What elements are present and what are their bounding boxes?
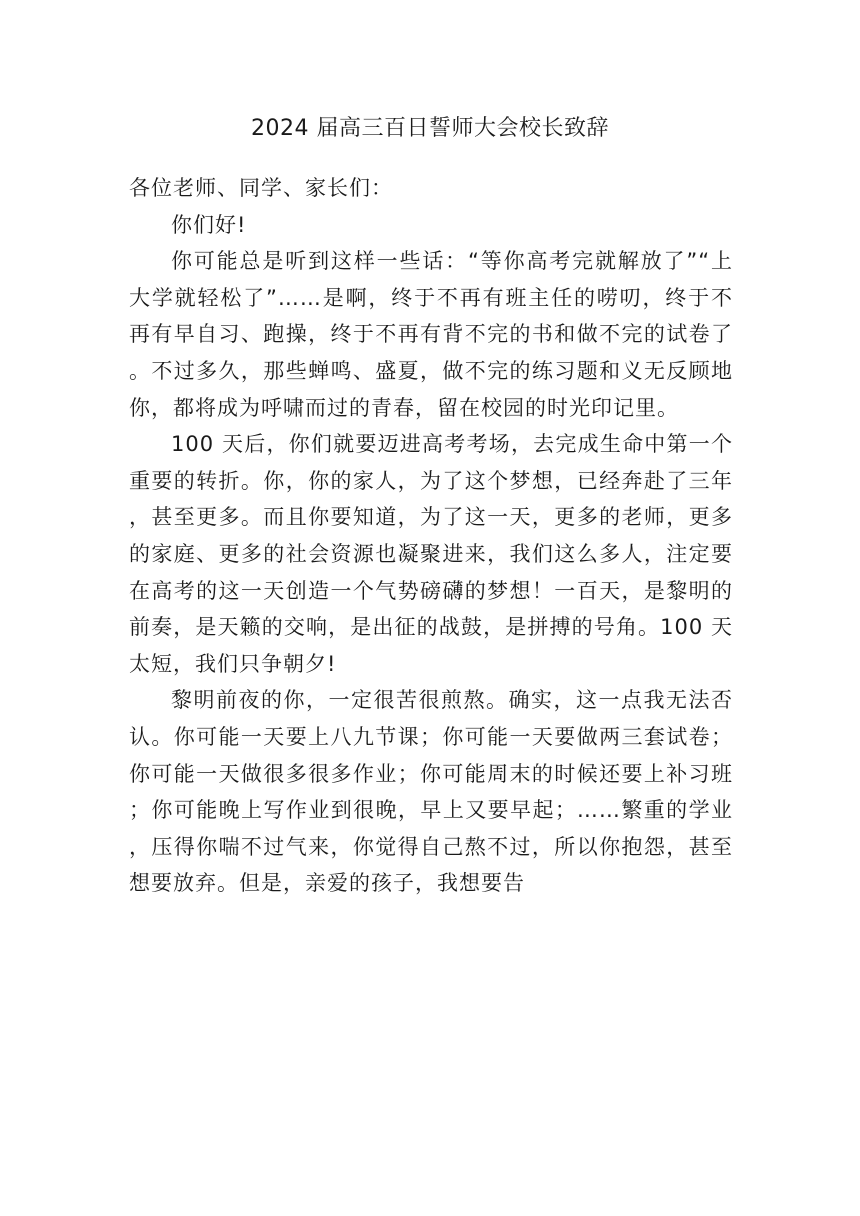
document-title: 2024 届高三百日誓师大会校长致辞 bbox=[251, 116, 609, 141]
document-body bbox=[129, 170, 733, 902]
paragraph-3: 黎明前夜的你，一定很苦很煎熬。确实，这一点我无法否认。你可能一天要上八九节课；你可能一天要做两三套试卷；你可能一天做很多很多作业；你可能周末的时候还要上补习班；你可能晚上写作业到很晚，早上又要早起；……繁重的学业，压得你喘不过气来，你觉得自己熬不过，所以你抱怨，甚至想要放弃。但是，亲爱的孩子，我想要告 bbox=[129, 688, 733, 896]
paragraph-greeting: 你们好! bbox=[171, 212, 247, 237]
paragraph-2: 100 天后，你们就要迈进高考考场，去完成生命中第一个重要的转折。你，你的家人，为了这个梦想，已经奔赴了三年，甚至更多。而且你要知道，为了这一天，更多的老师，更多的家庭、更多的社会资源也凝聚进来，我们这么多人，注定要在高考的这一天创造一个气势磅礴的梦想！一百天，是黎明的前奏，是天籁的交响，是出征的战鼓，是拼搏的号角。100 天太短，我们只争朝夕! bbox=[129, 432, 733, 676]
paragraph-1: 你可能总是听到这样一些话：“等你高考完就解放了”“上大学就轻松了”……是啊，终于不再有班主任的唠叨，终于不再有早自习、跑操，终于不再有背不完的书和做不完的试卷了。不过多久，那些蝉鸣、盛夏，做不完的练习题和义无反顾地你，都将成为呼啸而过的青春，留在校园的时光印记里。 bbox=[129, 249, 733, 420]
salutation: 各位老师、同学、家长们： bbox=[129, 176, 393, 200]
